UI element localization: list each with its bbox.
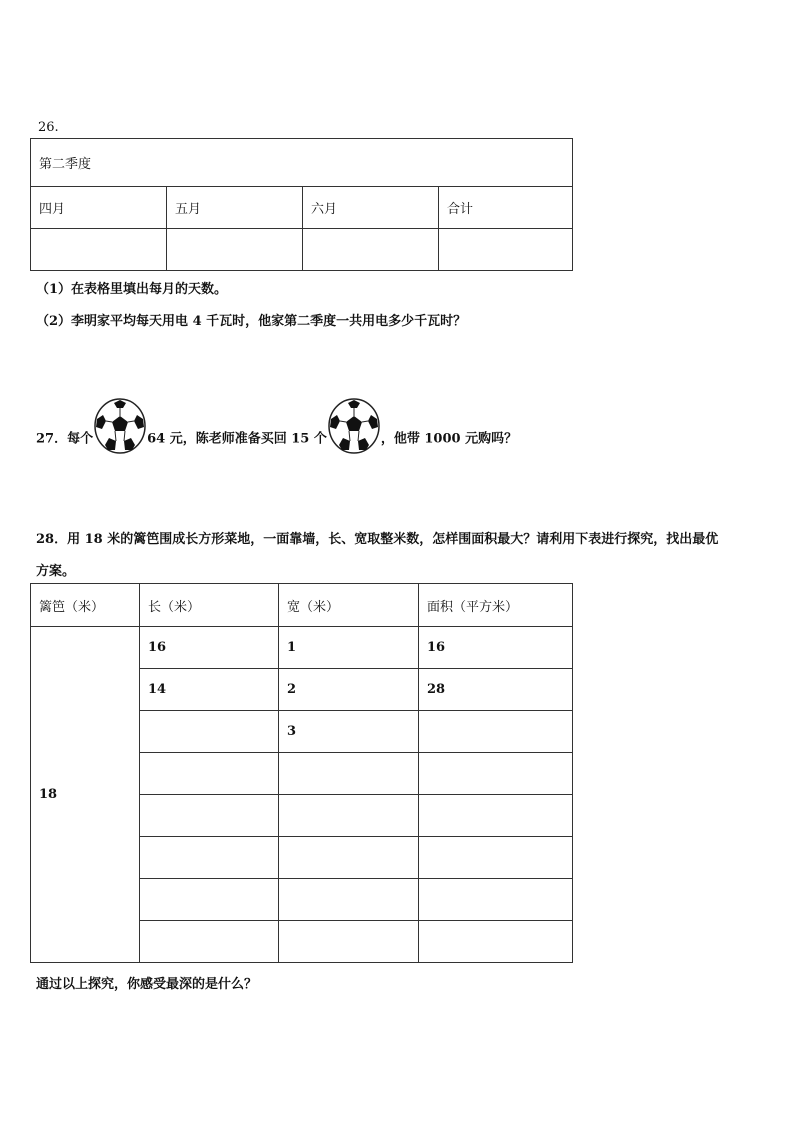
q28-cell-area[interactable] (419, 921, 573, 963)
q26-col-april: 四月 (31, 187, 167, 229)
q28-cell-length[interactable] (140, 837, 279, 879)
q26-number: 26. (38, 120, 59, 135)
soccer-ball-icon (327, 397, 381, 481)
q28-cell-length[interactable] (140, 879, 279, 921)
q28-header-length: 长（米） (140, 584, 279, 627)
q28-cell-area[interactable] (419, 753, 573, 795)
q28-header-width: 宽（米） (279, 584, 419, 627)
q26-cell-total[interactable] (439, 229, 573, 271)
q28-fence-value: 18 (31, 627, 140, 963)
q28-cell-area[interactable]: 28 (419, 669, 573, 711)
q28-cell-area[interactable]: 16 (419, 627, 573, 669)
q27-mid: 64 元，陈老师准备买回 15 个 (147, 431, 327, 447)
q28-cell-area[interactable] (419, 879, 573, 921)
q28-cell-length[interactable] (140, 711, 279, 753)
q26-cell-april[interactable] (31, 229, 167, 271)
q28-cell-length[interactable]: 14 (140, 669, 279, 711)
q28-cell-width[interactable] (279, 879, 419, 921)
q28-table (30, 583, 573, 963)
q28-cell-width[interactable] (279, 837, 419, 879)
q28-cell-area[interactable] (419, 711, 573, 753)
q26-col-may: 五月 (167, 187, 303, 229)
q28-header-area: 面积（平方米） (419, 584, 573, 627)
q26-part2: （2）李明家平均每天用电 4 千瓦时，他家第二季度一共用电多少千瓦时？ (36, 314, 467, 329)
q28-cell-area[interactable] (419, 795, 573, 837)
soccer-ball-icon (93, 397, 147, 481)
q27-line (36, 397, 517, 455)
q26-cell-may[interactable] (167, 229, 303, 271)
q26-table-header: 第二季度 (31, 139, 573, 187)
q28-cell-length[interactable] (140, 753, 279, 795)
q28-cell-width[interactable]: 1 (279, 627, 419, 669)
q28-cell-length[interactable] (140, 795, 279, 837)
q28-cell-length[interactable] (140, 921, 279, 963)
q26-col-june: 六月 (303, 187, 439, 229)
q28-cell-area[interactable] (419, 837, 573, 879)
q28-cell-width[interactable]: 2 (279, 669, 419, 711)
q28-cell-width[interactable] (279, 921, 419, 963)
q28-cell-width[interactable]: 3 (279, 711, 419, 753)
q26-cell-june[interactable] (303, 229, 439, 271)
q28-cell-width[interactable] (279, 753, 419, 795)
q28-line2: 方案。 (36, 564, 76, 579)
q28-cell-length[interactable]: 16 (140, 627, 279, 669)
q26-part1: （1）在表格里填出每月的天数。 (36, 282, 228, 297)
q26-table (30, 138, 573, 271)
q28-conclusion: 通过以上探究，你感受最深的是什么？ (36, 977, 258, 992)
q27-suffix: ，他带 1000 元购吗？ (380, 431, 518, 447)
q28-cell-width[interactable] (279, 795, 419, 837)
q28-header-fence: 篱笆（米） (31, 584, 140, 627)
q27-prefix: 27．每个 (36, 431, 94, 447)
q28-line1: 28．用 18 米的篱笆围成长方形菜地，一面靠墙，长、宽取整米数，怎样围面积最大？请利用下表进行探究，找出最优 (36, 532, 719, 547)
q26-col-total: 合计 (439, 187, 573, 229)
